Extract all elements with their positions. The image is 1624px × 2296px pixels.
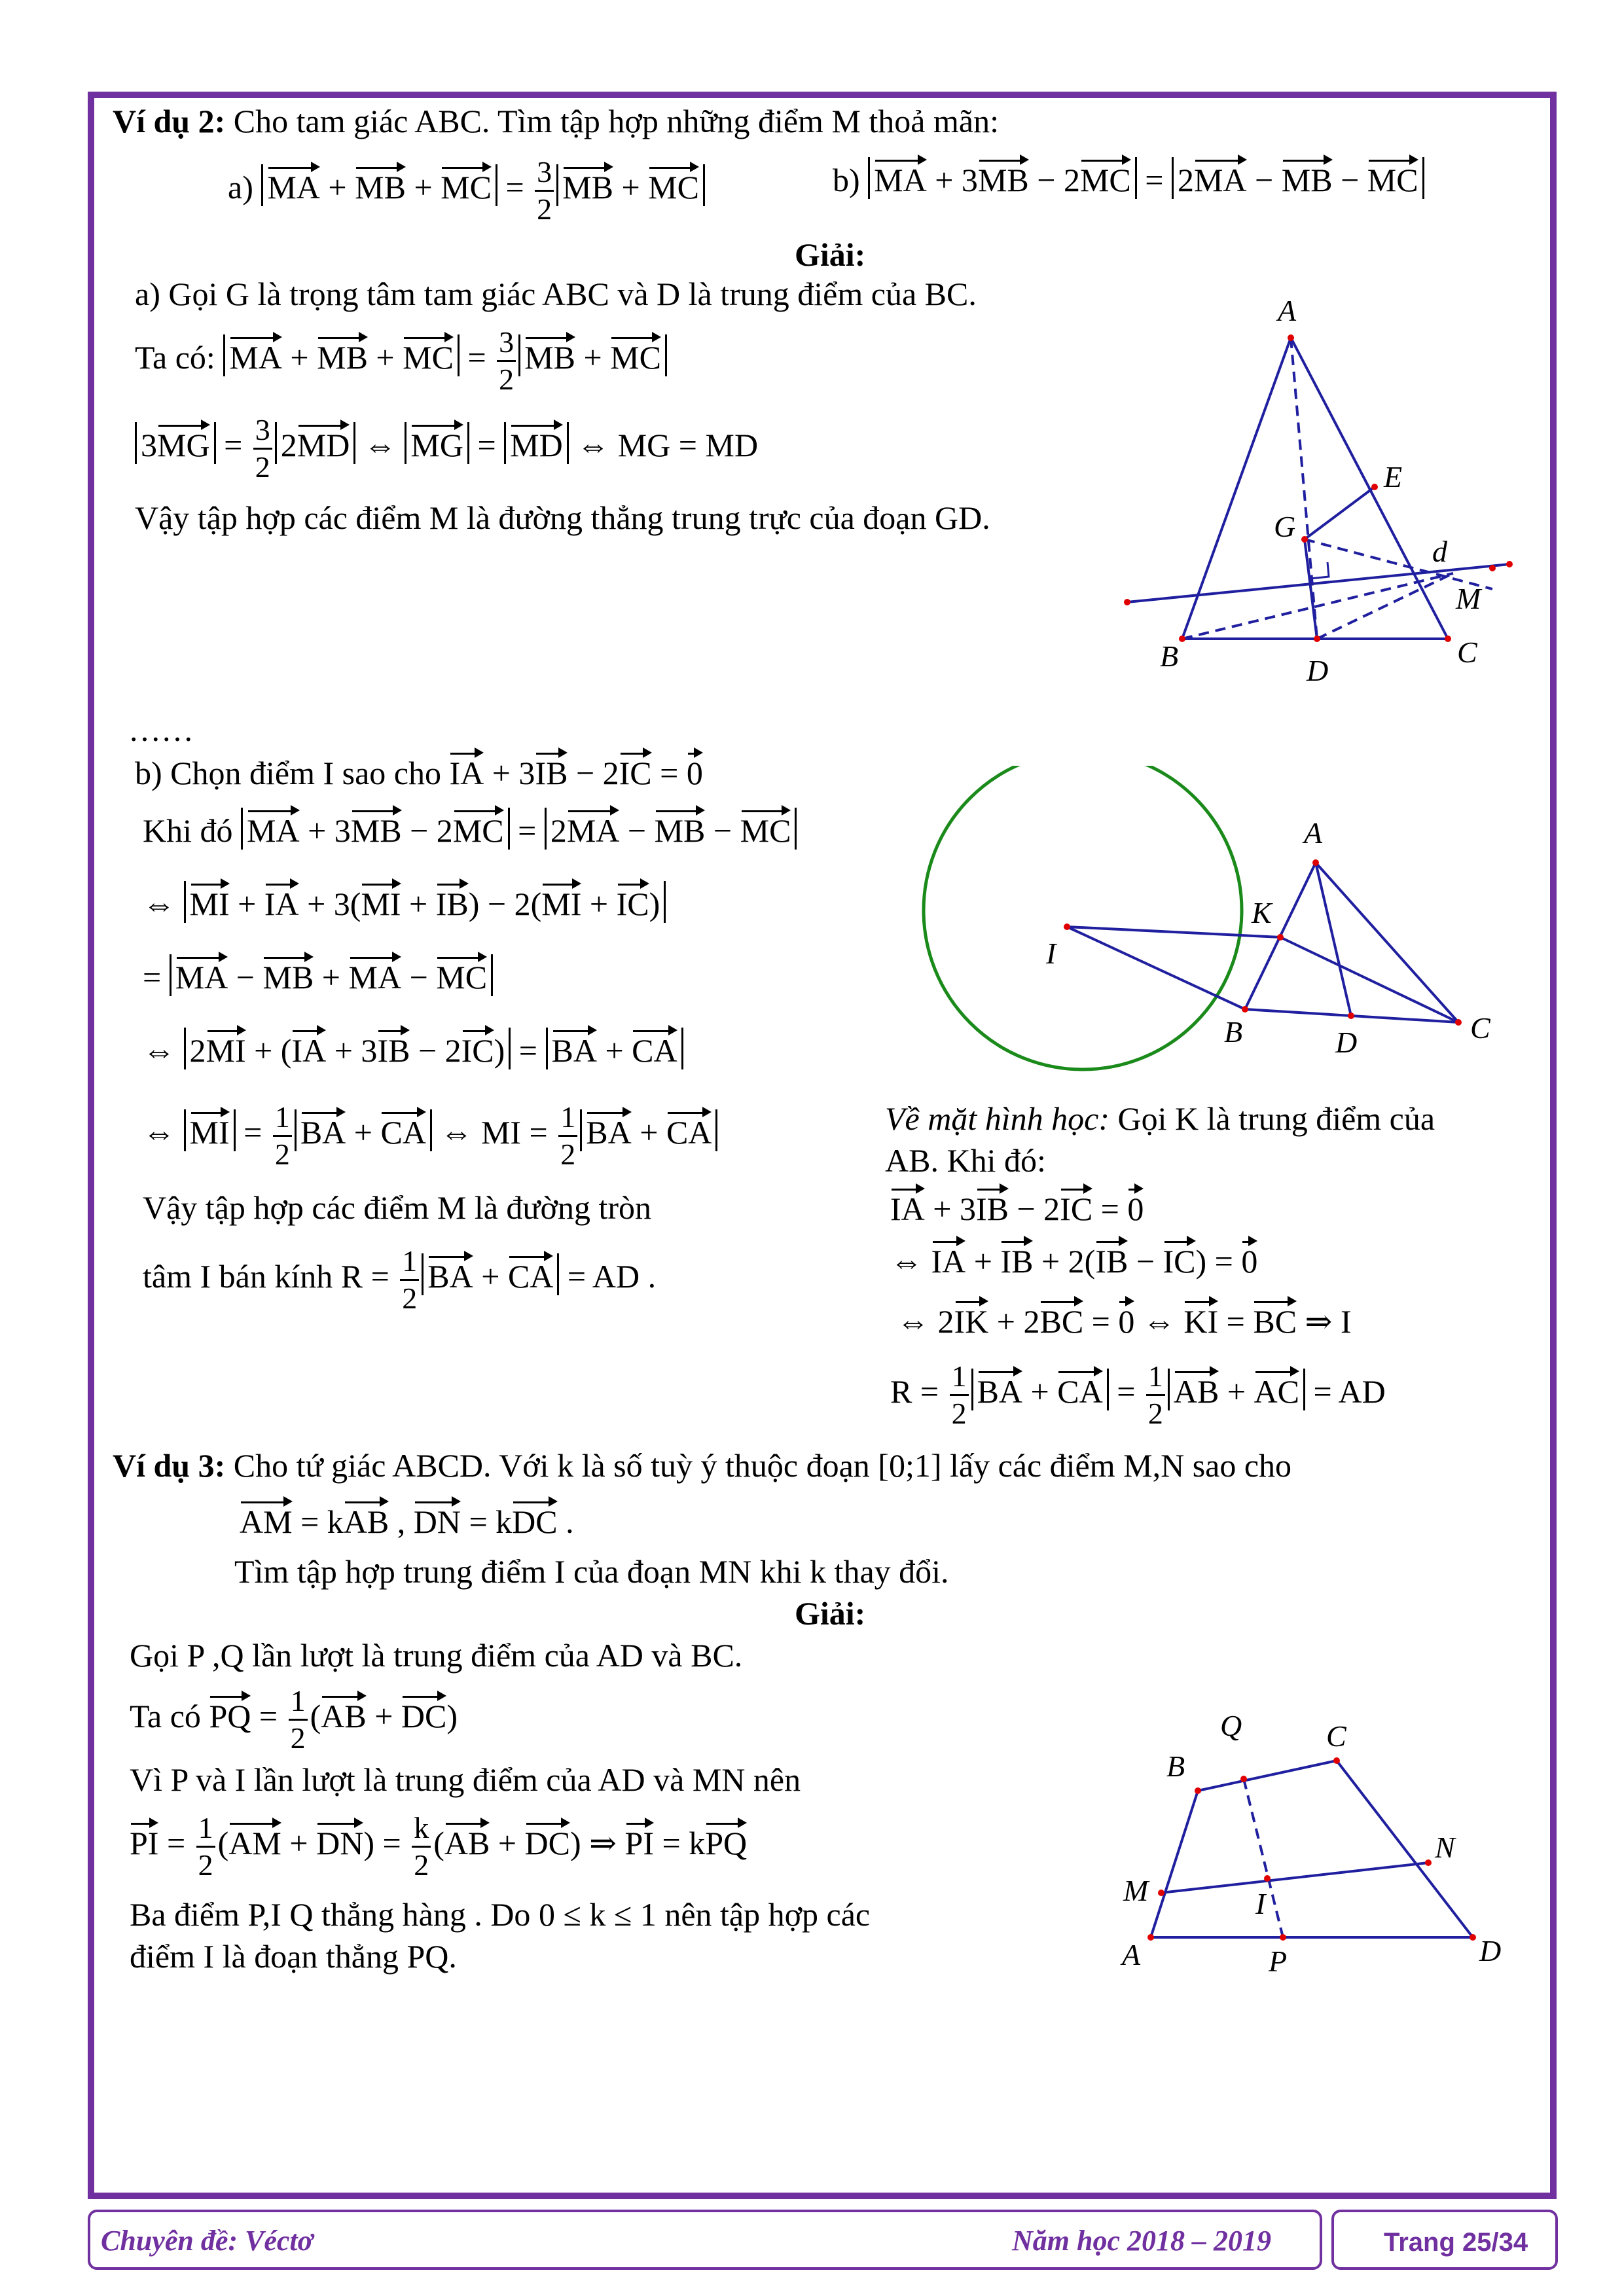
fig1-label-D: D (1307, 654, 1329, 687)
fig3-label-Q: Q (1220, 1709, 1242, 1742)
fig1-label-G: G (1274, 510, 1296, 543)
median-AD (1316, 863, 1351, 1016)
fig3-label-N: N (1435, 1831, 1455, 1864)
fig1-label-M: M (1456, 582, 1481, 615)
ex2-a-conclusion: Vậy tập hợp các điểm M là đường thẳng trung trực của đoạn GD. (135, 499, 990, 536)
ex2-solution-heading: Giải: (795, 236, 866, 273)
ex2-a-eq2: 3MG = $\frac{3}{2}$ 2MD ⇔ MG = MD ⇔ MG = MD (135, 415, 758, 482)
segment-GE (1305, 487, 1375, 539)
ex3-intro-end: lấy các điểm M,N sao cho (941, 1447, 1292, 1484)
ex3-line6: điểm I là đoạn thẳng PQ. (130, 1938, 457, 1975)
ex3-line3: Vì P và I lần lượt là trung điểm của AD và MN nên (130, 1761, 801, 1798)
ex3-condition: AM = kAB , DN = kDC . (240, 1503, 574, 1540)
ex2-geo-text: Gọi K là trung điểm của (1109, 1100, 1435, 1137)
ex2-geo-eq1: IA + 3IB − 2IC = 0 (890, 1191, 1144, 1227)
segment-IK (1067, 927, 1280, 937)
ex2-b-concl1: Vậy tập hợp các điểm M là đường tròn (143, 1189, 652, 1226)
ex3-intro: Cho tứ giác ABCD. Với k là số tuỳ ý thuộc đoạn (225, 1447, 870, 1484)
ex2-eq-a: a) MA + MB + MC = $\frac{3}{2}$ MB + MC (228, 157, 705, 224)
ex2-geo-intro (885, 1102, 1435, 1135)
footer-left-box (88, 2210, 1322, 2270)
ex3-line1: Gọi P ,Q lần lượt là trung điểm của AD và BC. (130, 1637, 743, 1674)
fig2-label-B: B (1224, 1015, 1243, 1049)
footer-page-box (1331, 2210, 1558, 2270)
fig3-label-I: I (1255, 1887, 1266, 1920)
fig1-label-B: B (1160, 639, 1179, 673)
ex3-line5: Ba điểm P,I Q thẳng hàng . Do 0 ≤ k ≤ 1 nên tập hợp các (130, 1896, 871, 1933)
figure-circle-triangle (903, 766, 1519, 1073)
ex2-a-taco: Ta có: MA + MB + MC = $\frac{3}{2}$ MB + MC (135, 327, 667, 395)
ex3-heading (113, 1449, 1291, 1482)
ex2-geo-eq2: ⇔ IA + IB + 2(IB − IC) = 0 (890, 1243, 1258, 1280)
ex2-b-step3: ⇔ 2MI + (IA + 3IB − 2IC) = BA + CA (143, 1028, 683, 1069)
ex3-task: Tìm tập hợp trung điểm I của đoạn MN khi k thay đổi. (234, 1553, 949, 1590)
ex3-eq: PI = $\frac{1}{2}$ (AM + DN) = $\frac{k}{2}$ (AB + DC) ⇒ PI = kPQ (130, 1811, 748, 1882)
ex2-b-concl2: tâm I bán kính R = $\frac{1}{2}$ BA + CA = AD . (143, 1244, 657, 1315)
ex2-geo-title: Về mặt hình học: (885, 1100, 1110, 1137)
figure-triangle-perp-bisector (1100, 288, 1532, 694)
ex2-b-step2: = MA − MB + MA − MC (143, 954, 493, 996)
footer-year: Năm học 2018 – 2019 (1012, 2225, 1271, 2257)
fig2-label-C: C (1470, 1011, 1490, 1045)
footer-topic: Chuyên đề: Véctơ (101, 2225, 314, 2257)
segment-MN (1161, 1863, 1428, 1893)
segment-GD (1305, 539, 1317, 639)
ex2-geo-text2: AB. Khi đó: (885, 1142, 1046, 1179)
fig1-label-A: A (1278, 294, 1297, 327)
ex2-b-step1: ⇔ MI + IA + 3(MI + IB) − 2(MI + IC) (143, 881, 666, 923)
fig1-label-d: d (1432, 535, 1447, 568)
ex2-b-khido: Khi đó MA + 3MB − 2MC = 2MA − MB − MC (143, 808, 797, 850)
ex2-geo-eq4: R = $\frac{1}{2}$ BA + CA = $\frac{1}{2}$ AB + AC = AD (890, 1359, 1386, 1430)
ex2-dots: …… (128, 711, 194, 748)
fig2-label-D: D (1335, 1026, 1358, 1059)
ex3-taco: Ta có PQ = $\frac{1}{2}$ (AB + DC) (130, 1684, 458, 1755)
quadrilateral-ABCD (1151, 1761, 1473, 1937)
fig2-label-K: K (1252, 896, 1272, 929)
segment-KC (1280, 937, 1458, 1022)
footer-page: Trang 25/34 (1384, 2228, 1528, 2257)
fig1-label-C: C (1457, 636, 1477, 669)
figure-quadrilateral (1054, 1662, 1525, 1990)
fig2-label-I: I (1046, 937, 1056, 970)
fig3-label-M: M (1123, 1874, 1149, 1907)
fig3-label-B: B (1166, 1749, 1185, 1783)
fig2-label-A: A (1304, 816, 1323, 850)
ex2-title: Ví dụ 2: (113, 103, 226, 139)
ex3-solution-heading: Giải: (795, 1595, 866, 1632)
ex2-b-choose: b) Chọn điểm I sao cho IA + 3IB − 2IC = 0 (135, 755, 703, 791)
triangle-ABC (1245, 863, 1458, 1022)
fig3-label-D: D (1479, 1934, 1502, 1967)
fig3-label-C: C (1326, 1719, 1346, 1753)
fig3-label-P: P (1269, 1945, 1288, 1978)
ex3-title: Ví dụ 3: (113, 1447, 226, 1484)
ex2-intro: Cho tam giác ABC. Tìm tập hợp những điểm M thoả mãn: (225, 103, 999, 139)
ex2-heading (113, 105, 999, 137)
ex2-geo-eq3: ⇔ 2IK + 2BC = 0 ⇔ KI = BC ⇒ I (897, 1303, 1352, 1340)
ex2-eq-b: b) MA + 3MB − 2MC = 2MA − MB − MC (833, 157, 1424, 199)
fig1-label-E: E (1384, 460, 1403, 493)
circle-center-I (924, 766, 1242, 1069)
ex2-b-step4: ⇔ MI = $\frac{1}{2}$ BA + CA ⇔ MI = $\frac{1}{2}$ BA + CA (143, 1102, 717, 1170)
fig3-label-A: A (1122, 1938, 1141, 1971)
line-d (1127, 564, 1509, 602)
ex2-a-line1: a) Gọi G là trọng tâm tam giác ABC và D là trung điểm của BC. (135, 276, 977, 312)
ex3-interval: [0;1] (878, 1447, 942, 1484)
segment-IB (1067, 927, 1245, 1009)
